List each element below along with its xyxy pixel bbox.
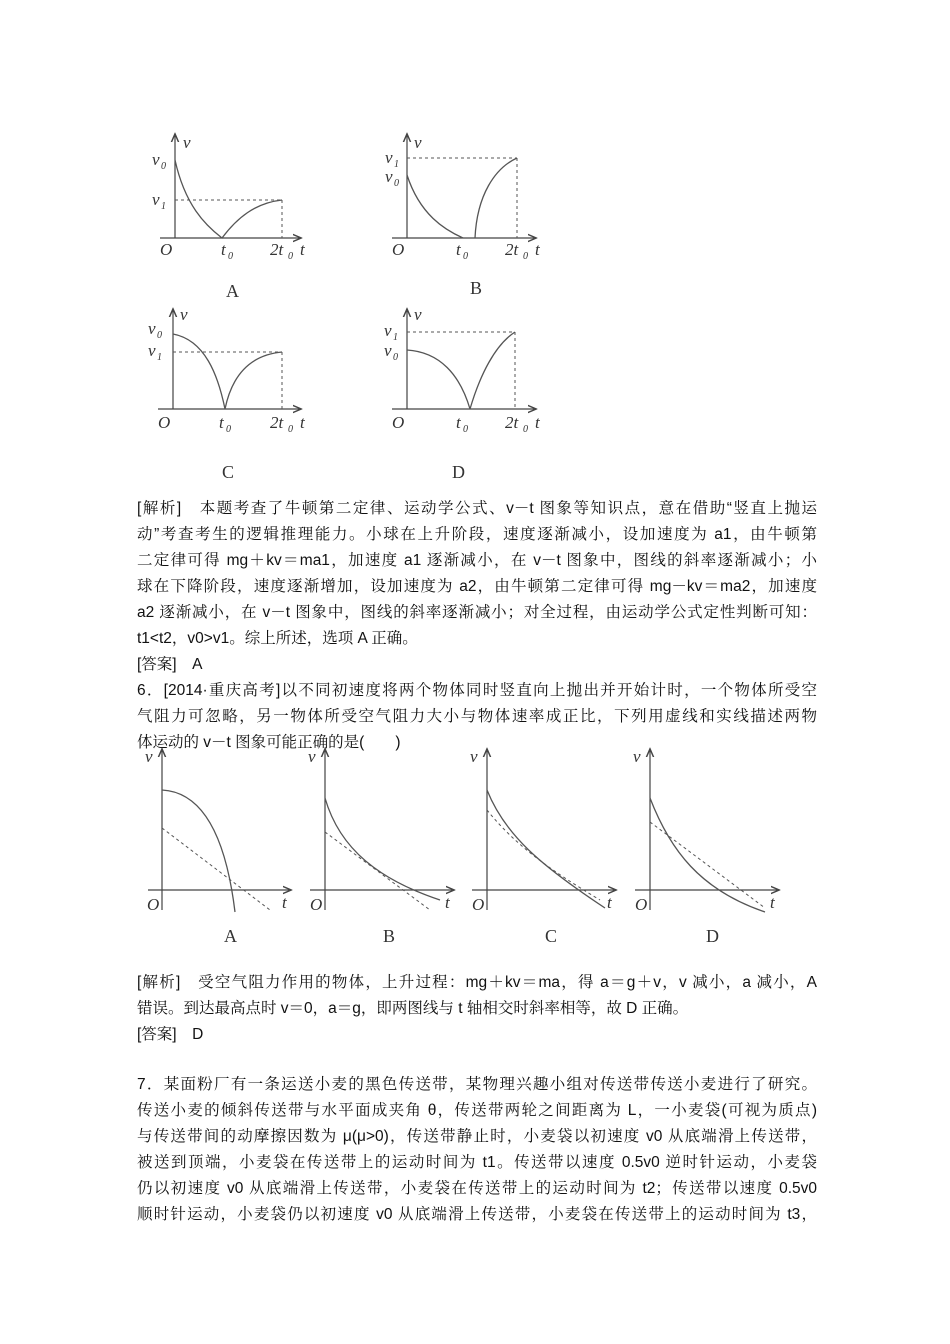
svg-text:0: 0 xyxy=(161,161,166,172)
svg-text:t: t xyxy=(607,893,612,912)
svg-text:A: A xyxy=(224,926,237,946)
q6-graph-c xyxy=(470,747,615,946)
q5-analysis: [解析] 本题考查了牛顿第二定律、运动学公式、v－t 图象等知识点，意在借助“竖直上抛运 动”考查考生的逻辑推理能力。小球在上升阶段，速度逐渐减小，设加速度为 a1，由牛顿第 二定律可得 mg＋kv＝ma1，加速度 a1 逐渐减小，在 v－t 图象中，图线的斜率逐渐减小；小 球在下降阶段，速度逐渐增加，设加速度为 a2，由牛顿第二定律可得 mg－kv＝ma2，加速度 a2 逐渐减小，在 v－t 图象中，图线的斜率逐渐减小；对全过程，由运动学公式定性判断可知： t1<t2，v0>v1。综上所述，选项 A 正确。 [答案] A xyxy=(137,496,817,678)
svg-text:t: t xyxy=(219,413,224,432)
v-axis-label: v xyxy=(183,133,191,152)
svg-text:v: v xyxy=(414,305,422,324)
origin-label: O xyxy=(160,240,173,259)
svg-text:t: t xyxy=(300,413,305,432)
svg-text:v: v xyxy=(385,167,393,186)
option-letter: A xyxy=(226,281,239,301)
svg-text:0: 0 xyxy=(228,251,233,262)
svg-text:t: t xyxy=(535,240,540,259)
svg-text:O: O xyxy=(158,413,171,432)
svg-text:2t: 2t xyxy=(270,240,284,259)
svg-text:v: v xyxy=(148,319,156,338)
q5-graph-d xyxy=(384,305,541,482)
svg-text:2t: 2t xyxy=(505,413,519,432)
svg-text:0: 0 xyxy=(523,424,528,435)
svg-text:v: v xyxy=(384,321,392,340)
svg-text:v: v xyxy=(308,747,316,766)
svg-text:0: 0 xyxy=(523,251,528,262)
svg-text:1: 1 xyxy=(394,159,399,170)
q6-graphs xyxy=(0,740,950,970)
q6-answer: [答案] D xyxy=(137,1026,204,1043)
svg-text:O: O xyxy=(635,895,648,914)
q7-stem: 7．某面粉厂有一条运送小麦的黑色传送带，某物理兴趣小组对传送带传送小麦进行了研究。 传送小麦的倾斜传送带与水平面成夹角 θ，传送带两轮之间距离为 L，一小麦袋(可视为质点) 与传送带间的动摩擦因数为 μ(μ>0)，传送带静止时，小麦袋以初速度 v0 从底端滑上传送带， 被送到顶端，小麦袋在传送带上的运动时间为 t1。传送带以速度 0.5v0 逆时针运动，小麦袋 仍以初速度 v0 从底端滑上传送带，小麦袋在传送带上的运动时间为 t2；传送带以速度 0.5v0 顺时针运动，小麦袋仍以初速度 v0 从底端滑上传送带，小麦袋在传送带上的运动时间为 t3， xyxy=(137,1076,817,1223)
svg-text:1: 1 xyxy=(157,352,162,363)
svg-text:2t: 2t xyxy=(505,240,519,259)
svg-text:v: v xyxy=(152,190,160,209)
q5-graph-b xyxy=(385,133,541,298)
svg-text:0: 0 xyxy=(463,424,468,435)
svg-text:0: 0 xyxy=(226,424,231,435)
q6-graph-a xyxy=(145,747,290,946)
svg-text:C: C xyxy=(222,462,235,482)
svg-text:D: D xyxy=(706,926,719,946)
svg-text:D: D xyxy=(452,462,465,482)
svg-text:v: v xyxy=(152,150,160,169)
svg-text:0: 0 xyxy=(288,251,293,262)
svg-text:t: t xyxy=(445,893,450,912)
svg-text:O: O xyxy=(310,895,323,914)
svg-text:2t: 2t xyxy=(270,413,284,432)
q6-stem: 6．[2014·重庆高考]以不同初速度将两个物体同时竖直向上抛出并开始计时，一个物体所受空 气阻力可忽略，另一物体所受空气阻力大小与物体速率成正比，下列用虚线和实线描述两物 体运动的 v－t 图象可能正确的是( ) xyxy=(137,682,817,751)
svg-text:0: 0 xyxy=(394,178,399,189)
q6-graph-d xyxy=(633,747,778,946)
q6-graph-b xyxy=(308,747,453,946)
svg-text:v: v xyxy=(633,747,641,766)
svg-text:0: 0 xyxy=(157,330,162,341)
svg-text:O: O xyxy=(472,895,485,914)
svg-text:t: t xyxy=(456,240,461,259)
svg-text:t: t xyxy=(221,240,226,259)
svg-text:v: v xyxy=(180,305,188,324)
svg-text:t: t xyxy=(456,413,461,432)
svg-text:t: t xyxy=(300,240,305,259)
svg-text:v: v xyxy=(145,747,153,766)
svg-text:t: t xyxy=(770,893,775,912)
svg-text:C: C xyxy=(545,926,558,946)
svg-text:O: O xyxy=(147,895,160,914)
svg-text:0: 0 xyxy=(463,251,468,262)
q5-graph-a xyxy=(152,133,306,301)
q5-answer: [答案] A xyxy=(137,656,203,673)
svg-text:O: O xyxy=(392,240,405,259)
svg-text:1: 1 xyxy=(393,332,398,343)
svg-text:t: t xyxy=(535,413,540,432)
svg-text:0: 0 xyxy=(288,424,293,435)
svg-text:t: t xyxy=(282,893,287,912)
svg-text:v: v xyxy=(414,133,422,152)
q5-graph-c xyxy=(148,305,306,482)
svg-text:B: B xyxy=(470,278,483,298)
svg-text:O: O xyxy=(392,413,405,432)
svg-text:0: 0 xyxy=(393,352,398,363)
q5-graphs xyxy=(0,0,950,500)
svg-text:B: B xyxy=(383,926,396,946)
svg-text:v: v xyxy=(470,747,478,766)
svg-text:v: v xyxy=(384,341,392,360)
svg-text:v: v xyxy=(148,341,156,360)
svg-text:v: v xyxy=(385,148,393,167)
svg-text:1: 1 xyxy=(161,201,166,212)
q6-analysis: [解析] 受空气阻力作用的物体，上升过程：mg＋kv＝ma，得 a＝g＋v，v 减小，a 减小，A 错误。到达最高点时 v＝0，a＝g，即两图线与 t 轴相交时斜率相等，故 D 正确。 [答案] D xyxy=(137,970,817,1048)
